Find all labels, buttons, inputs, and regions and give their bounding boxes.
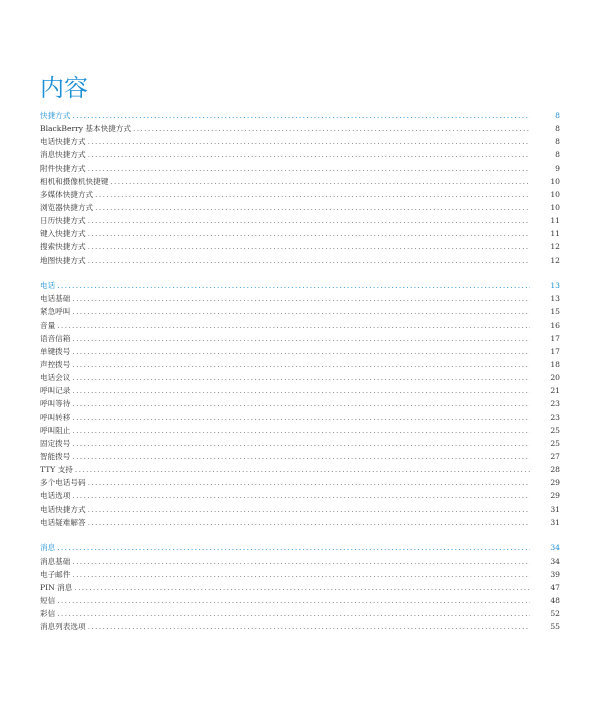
toc-entry-page-number: 17 [550,333,560,343]
toc-entry[interactable] [40,319,560,332]
toc-entry-label: 音量 [40,320,56,330]
dot-leader [72,568,530,581]
toc-section-heading[interactable] [40,109,560,122]
toc-entry[interactable] [40,214,560,227]
toc-entry-label: 电话基础 [40,294,71,304]
toc-entry-page-number: 11 [550,216,560,226]
toc-entry[interactable] [40,371,560,384]
dot-leader [72,384,530,397]
toc-entry-label: 电子邮件 [40,569,71,579]
toc-entry-label: 呼叫阻止 [40,425,71,435]
toc-entry-page-number: 55 [550,622,560,632]
toc-section [40,541,560,633]
toc-entry-label: PIN 消息 [40,582,73,592]
dot-leader [95,201,530,214]
toc-entry-label: 电话快捷方式 [40,504,86,514]
dot-leader [57,319,530,332]
dot-leader [88,148,530,161]
toc-entry-page-number: 12 [550,255,560,265]
toc-entry-page-number: 31 [550,517,560,527]
table-of-contents [40,109,560,646]
toc-entry[interactable] [40,254,560,267]
toc-entry-label: 彩信 [40,609,56,619]
toc-entry-label: 电话选项 [40,491,71,501]
toc-entry-label: 相机和摄像机快捷键 [40,176,109,186]
toc-entry-page-number: 10 [550,176,560,186]
dot-leader [88,476,530,489]
dot-leader [88,214,530,227]
toc-entry[interactable] [40,516,560,529]
toc-entry-page-number: 21 [550,386,560,396]
toc-entry-label: TTY 支持 [40,465,73,475]
toc-entry-page-number: 13 [550,294,560,304]
toc-entry-page-number: 12 [550,242,560,252]
toc-entry-label: 单键拨号 [40,346,71,356]
toc-section [40,279,560,529]
toc-entry-page-number: 34 [550,543,560,553]
toc-entry-label: 紧急呼叫 [40,307,71,317]
toc-entry-page-number: 25 [550,438,560,448]
toc-entry-label: 呼叫等待 [40,399,71,409]
toc-entry[interactable] [40,620,560,633]
toc-entry-label: 短信 [40,595,56,605]
dot-leader [88,516,530,529]
dot-leader [72,437,530,450]
toc-section [40,109,560,267]
toc-entry-label: 消息列表选项 [40,622,86,632]
toc-entry-page-number: 48 [550,595,560,605]
toc-entry[interactable] [40,227,560,240]
toc-entry[interactable] [40,503,560,516]
toc-entry-page-number: 17 [550,346,560,356]
dot-leader [72,411,530,424]
dot-leader [72,397,530,410]
toc-entry[interactable] [40,345,560,358]
dot-leader [72,345,530,358]
toc-entry-page-number: 47 [550,582,560,592]
toc-entry-label: 固定拨号 [40,438,71,448]
toc-entry-label: 快捷方式 [40,111,71,120]
toc-entry-page-number: 27 [550,452,560,462]
toc-entry-label: 呼叫记录 [40,386,71,396]
toc-entry-page-number: 11 [550,229,560,239]
dot-leader [72,489,530,502]
toc-entry-page-number: 28 [550,465,560,475]
toc-entry-page-number: 10 [550,189,560,199]
toc-entry-page-number: 8 [555,124,560,134]
toc-entry-label: 搜索快捷方式 [40,242,86,252]
toc-entry-label: 电话 [40,281,56,291]
toc-entry-page-number: 39 [550,569,560,579]
dot-leader [88,135,530,148]
toc-entry[interactable] [40,568,560,581]
toc-entry[interactable] [40,358,560,371]
toc-entry-label: 消息快捷方式 [40,150,86,160]
toc-entry-page-number: 20 [550,373,560,383]
dot-leader [72,332,530,345]
toc-entry-label: 消息基础 [40,556,71,566]
toc-entry[interactable] [40,476,560,489]
toc-entry-page-number: 10 [550,202,560,212]
toc-entry[interactable] [40,240,560,253]
toc-entry-page-number: 8 [555,137,560,147]
toc-entry[interactable] [40,292,560,305]
toc-entry[interactable] [40,463,560,476]
toc-entry[interactable] [40,594,560,607]
dot-leader [110,175,530,188]
dot-leader [88,162,530,175]
toc-entry-label: BlackBerry 基本快捷方式 [40,124,131,134]
toc-entry[interactable] [40,607,560,620]
dot-leader [72,292,530,305]
toc-entry[interactable] [40,305,560,318]
toc-entry[interactable] [40,411,560,424]
toc-entry-label: 声控拨号 [40,360,71,370]
toc-entry-page-number: 29 [550,491,560,501]
dot-leader [72,109,530,122]
toc-entry[interactable] [40,188,560,201]
toc-entry[interactable] [40,135,560,148]
dot-leader [95,188,530,201]
toc-entry[interactable] [40,332,560,345]
dot-leader [88,503,530,516]
dot-leader [74,581,530,594]
toc-entry-page-number: 23 [550,412,560,422]
toc-entry[interactable] [40,384,560,397]
toc-entry-label: 浏览器快捷方式 [40,202,94,212]
toc-entry-label: 多媒体快捷方式 [40,189,94,199]
toc-entry-page-number: 29 [550,478,560,488]
dot-leader [72,358,530,371]
toc-entry[interactable] [40,581,560,594]
toc-entry[interactable] [40,450,560,463]
dot-leader [72,424,530,437]
toc-entry[interactable] [40,555,560,568]
dot-leader [57,279,530,292]
toc-section-heading[interactable] [40,541,560,554]
toc-entry[interactable] [40,175,560,188]
toc-entry-page-number: 18 [550,360,560,370]
toc-entry-label: 语音信箱 [40,333,71,343]
toc-entry-page-number: 52 [550,609,560,619]
toc-entry[interactable] [40,397,560,410]
dot-leader [57,594,530,607]
toc-entry[interactable] [40,201,560,214]
dot-leader [88,254,530,267]
dot-leader [57,607,530,620]
dot-leader [133,122,530,135]
toc-entry-label: 智能拨号 [40,452,71,462]
toc-entry-page-number: 15 [550,307,560,317]
toc-entry-page-number: 23 [550,399,560,409]
dot-leader [72,371,530,384]
toc-entry-label: 电话快捷方式 [40,137,86,147]
toc-entry-label: 多个电话号码 [40,478,86,488]
toc-entry-label: 呼叫转移 [40,412,71,422]
toc-entry-page-number: 13 [550,281,560,291]
toc-entry-label: 键入快捷方式 [40,229,86,239]
dot-leader [88,240,530,253]
toc-entry[interactable] [40,122,560,135]
toc-entry[interactable] [40,437,560,450]
page-title: 内容 [40,74,88,102]
dot-leader [72,450,530,463]
toc-entry-page-number: 16 [550,320,560,330]
toc-section-heading[interactable] [40,279,560,292]
toc-entry[interactable] [40,489,560,502]
toc-entry-label: 附件快捷方式 [40,163,86,173]
toc-entry-page-number: 31 [550,504,560,514]
toc-entry-page-number: 9 [555,163,560,173]
toc-entry-label: 日历快捷方式 [40,216,86,226]
toc-entry-page-number: 34 [550,556,560,566]
toc-entry-page-number: 8 [555,150,560,160]
dot-leader [88,620,530,633]
toc-entry[interactable] [40,162,560,175]
toc-entry-label: 地图快捷方式 [40,255,86,265]
dot-leader [72,305,530,318]
dot-leader [72,555,530,568]
dot-leader [88,227,530,240]
toc-entry[interactable] [40,148,560,161]
toc-entry-page-number: 25 [550,425,560,435]
toc-entry-label: 消息 [40,543,56,553]
toc-entry-label: 电话疑难解答 [40,517,86,527]
toc-entry-page-number: 8 [555,111,560,120]
toc-entry[interactable] [40,424,560,437]
toc-entry-label: 电话会议 [40,373,71,383]
dot-leader [75,463,530,476]
dot-leader [57,541,530,554]
